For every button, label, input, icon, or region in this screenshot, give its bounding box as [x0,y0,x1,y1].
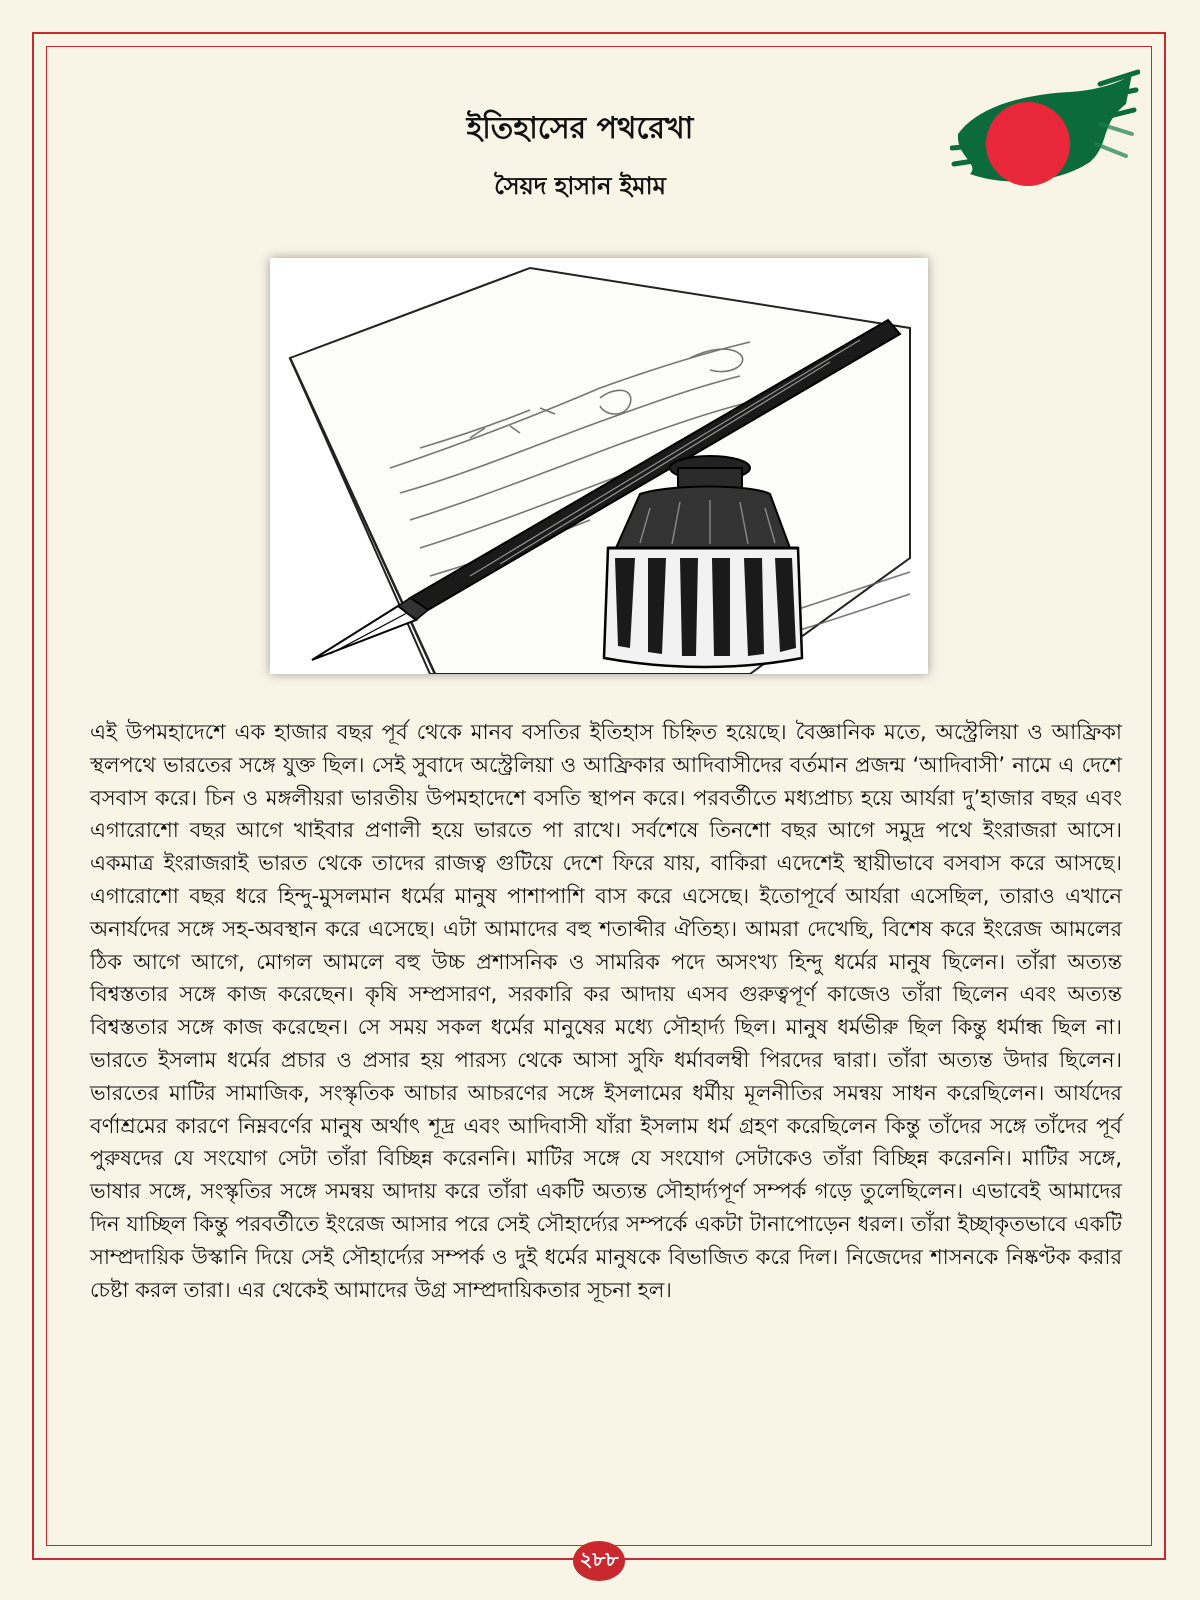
page-number-badge: ২৮৮ [573,1541,625,1581]
pen-inkpot-illustration [270,258,928,674]
article-author: সৈয়দ হাসান ইমাম [494,172,666,200]
article-body: এই উপমহাদেশে এক হাজার বছর পূর্ব থেকে মানব বসতির ইতিহাস চিহ্নিত হয়েছে। বৈজ্ঞানিক মতে, অস্ট্রেলিয়া ও আফ্রিকা স্থলপথে ভারতের সঙ্গে যুক্ত ছিল। সেই সুবাদে অস্ট্রেলিয়া ও আফ্রিকার আদিবাসীদের বর্তমান প্রজন্ম ‘আদিবাসী’ নামে এ দেশে বসবাস করে। চিন ও মঙ্গলীয়রা ভারতীয় উপমহাদেশে বসতি স্থাপন করে। পরবর্তীতে মধ্যপ্রাচ্য হয়ে আর্যরা দু’হাজার বছর এবং এগারোশো বছর আগে খাইবার প্রণালী হয়ে ভারতে পা রাখে। সর্বশেষে তিনশো বছর আগে সমুদ্র পথে ইংরাজরা আসে। একমাত্র ইংরাজরাই ভারত থেকে তাদের রাজত্ব গুটিয়ে দেশে ফিরে যায়, বাকিরা এদেশেই স্থায়ীভাবে বসবাস করে আসছে। এগারোশো বছর ধরে হিন্দু-মুসলমান ধর্মের মানুষ পাশাপাশি বাস করে এসেছে। ইতোপূর্বে আর্যরা এসেছিল, তারাও এখানে অনার্যদের সঙ্গে সহ-অবস্থান করে এসেছে। এটা আমাদের বহু শতাব্দীর ঐতিহ্য। আমরা দেখেছি, বিশেষ করে ইংরেজ আমলের ঠিক আগে আগে, মোগল আমলে বহু উচ্চ প্রশাসনিক ও সামরিক পদে অসংখ্য হিন্দু ধর্মের মানুষ ছিলেন। তাঁরা অত্যন্ত বিশ্বস্ততার সঙ্গে কাজ করেছেন। কৃষি সম্প্রসারণ, সরকারি কর আদায় এসব গুরুত্বপূর্ণ কাজেও তাঁরা ছিলেন এবং অত্যন্ত বিশ্বস্ততার সঙ্গে কাজ করেছেন। সে সময় সকল ধর্মের মানুষের মধ্যে সৌহার্দ্য ছিল। মানুষ ধর্মভীরু ছিল কিন্তু ধর্মান্ধ ছিল না। ভারতে ইসলাম ধর্মের প্রচার ও প্রসার হয় পারস্য থেকে আসা সুফি ধর্মাবলম্বী পিরদের দ্বারা। তাঁরা অত্যন্ত উদার ছিলেন। ভারতের মাটির সামাজিক, সংস্কৃতিক আচার আচরণের সঙ্গে ইসলামের ধর্মীয় মূলনীতির সমন্বয় সাধন করেছিলেন। আর্যদের বর্ণাশ্রমের কারণে নিম্নবর্ণের মানুষ অর্থাৎ শূদ্র এবং আদিবাসী যাঁরা ইসলাম ধর্ম গ্রহণ করেছিলেন কিন্তু তাঁদের সঙ্গে তাঁদের পূর্ব পুরুষদের যে সংযোগ সেটা তাঁরা বিচ্ছিন্ন করেননি। মাটির সঙ্গে যে সংযোগ সেটাকেও তাঁরা বিচ্ছিন্ন করেননি। মাটির সঙ্গে, ভাষার সঙ্গে, সংস্কৃতির সঙ্গে সমন্বয় আদায় করে তাঁরা একটি অত্যন্ত সৌহার্দ্যপূর্ণ সম্পর্ক গড়ে তুলেছিলেন। এভাবেই আমাদের দিন যাচ্ছিল কিন্তু পরবর্তীতে ইংরেজ আসার পরে সেই সৌহার্দ্যের সম্পর্কে একটা টানাপোড়েন ধরল। তাঁরা ইচ্ছাকৃতভাবে একটি সাম্প্রদায়িক উস্কানি দিয়ে সেই সৌহার্দ্যের সম্পর্ক ও দুই ধর্মের মানুষকে বিভাজিত করে দিল। নিজেদের শাসনকে নিষ্কণ্টক করার চেষ্টা করল তারা। এর থেকেই আমাদের উগ্র সাম্প্রদায়িকতার সূচনা হল। [90,720,1122,1302]
article-title: ইতিহাসের পথরেখা [466,111,694,146]
pen-and-inkpot-sketch [270,258,928,674]
bangladesh-flag-icon [950,64,1140,194]
